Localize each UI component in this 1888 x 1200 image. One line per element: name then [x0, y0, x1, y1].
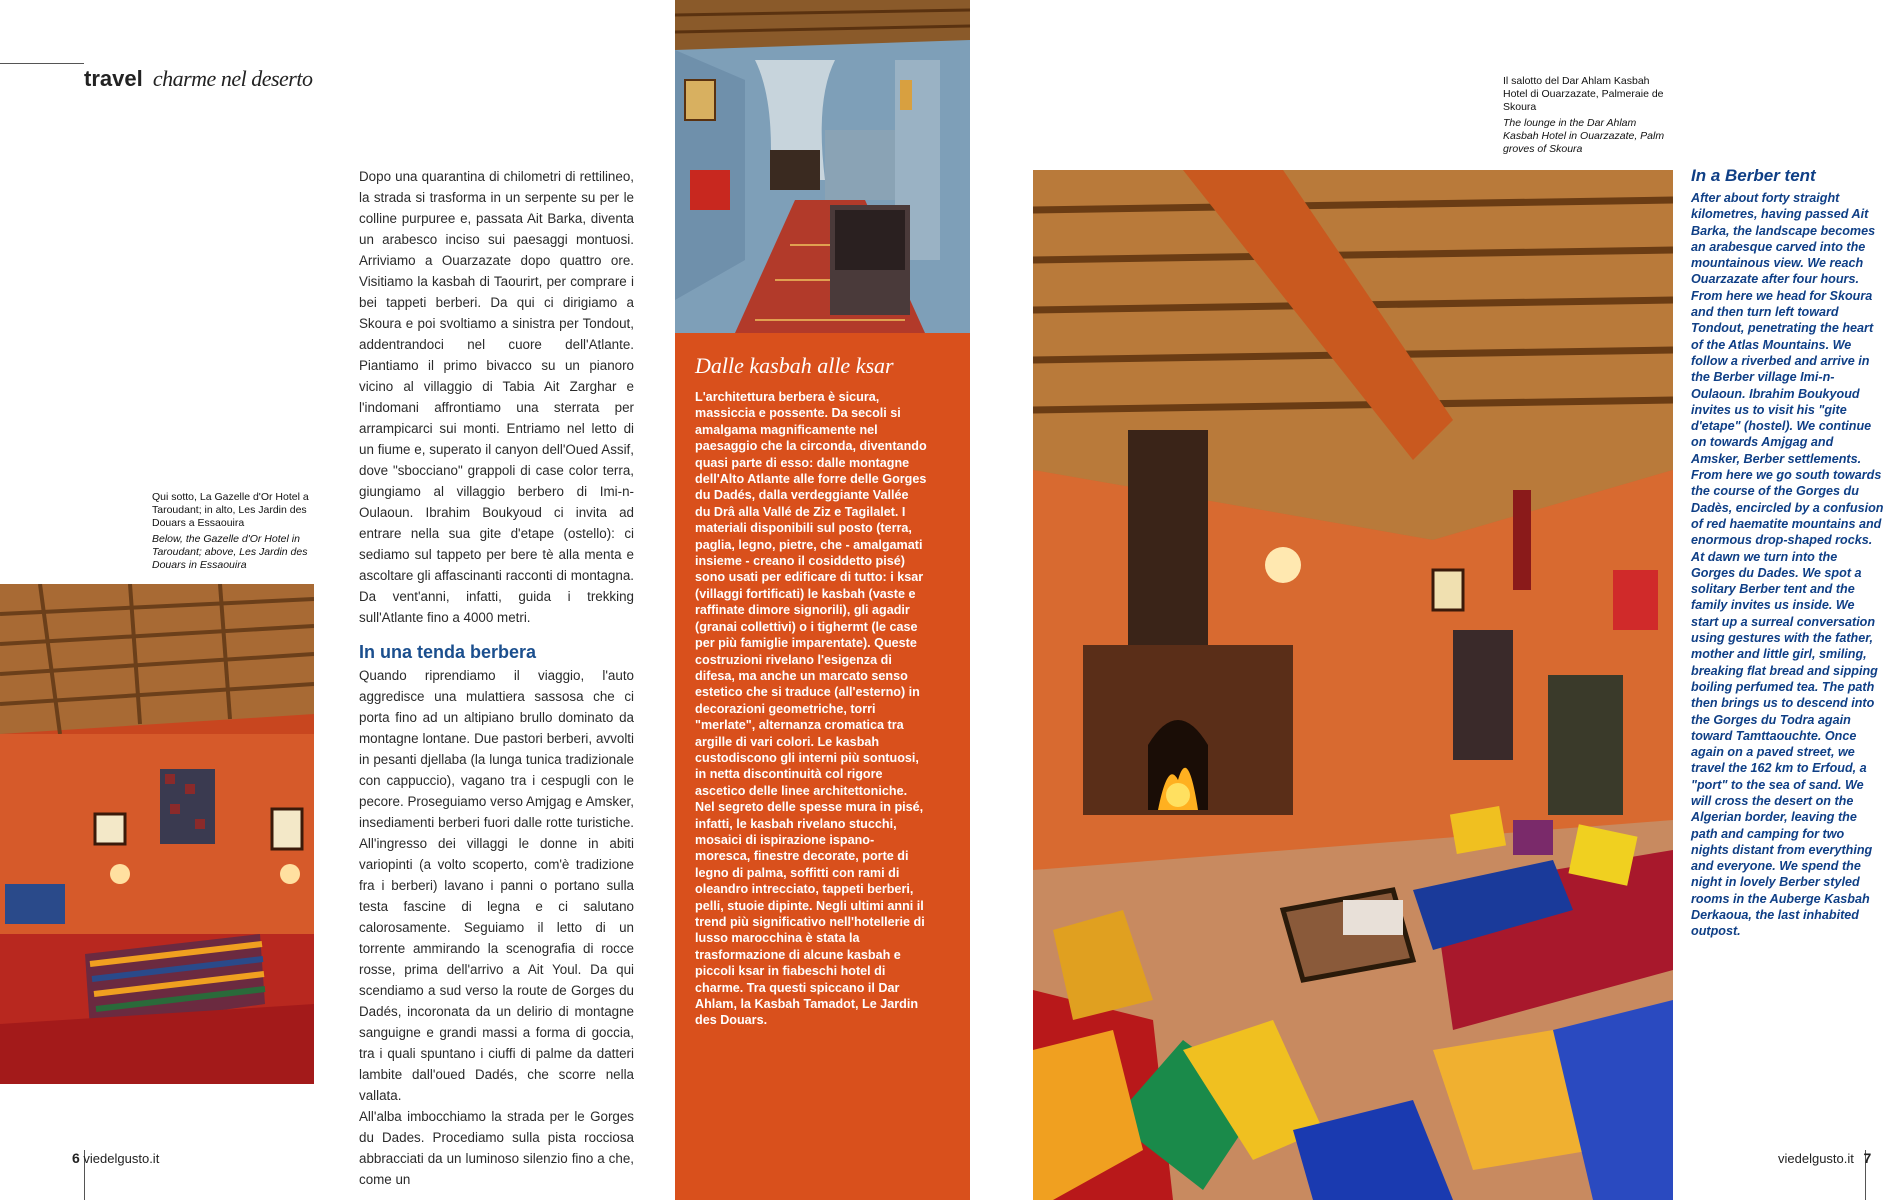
section-keyword: travel — [84, 66, 143, 91]
bedroom-photo — [0, 584, 314, 1084]
right-page-number: 7 — [1863, 1150, 1872, 1166]
main-text-column — [359, 166, 634, 1190]
main-paragraph-2: Quando riprendiamo il viaggio, l'auto aggredisce una mulattiera sassosa che ci porta fino ad un altipiano brullo dominato da montagne lontane. Due pastori berberi, avvolti in pesanti djellaba (la lunga tunica tradizionale con cappuccio), vagano tra i cespugli con le pecore. Proseguiamo verso Amjgag e Amsker, insediamenti berberi fuori dalle rotte turistiche. All'ingresso dei villaggi le donne in abiti variopinti (a volto scoperto, com'è tradizione fra i berberi) lavano i panni o portano sulla testa fascine di legna e ci salutano calorosamente. Seguiamo il letto di un torrente ammirando la scenografia di rocce rosse, prima dell'arrivo a Ait Youl. Da qui scendiamo a sud verso la route de Gorges du Dadés, incoronata da un delirio di montagne sanguigne e grandi massi a forma di goccia, tra i quali spuntano i ciuffi di palme da datteri lambite dall'oued Dadés, che scorre nella vallata. — [359, 668, 634, 1103]
right-photo-caption — [1503, 75, 1668, 156]
left-caption-english: Below, the Gazelle d'Or Hotel in Taroudant; above, Les Jardin des Douars in Essaouira — [152, 533, 308, 571]
left-photo-caption — [152, 491, 317, 572]
sidebar-title: Dalle kasbah alle ksar — [695, 353, 894, 378]
section-header — [84, 66, 312, 92]
section-subtitle: charme nel deserto — [152, 66, 313, 91]
left-site-name: viedelgusto.it — [83, 1151, 160, 1166]
right-caption-italian: Il salotto del Dar Ahlam Kasbah Hotel di Ouarzazate, Palmeraie de Skoura — [1503, 75, 1664, 113]
english-title: In a Berber tent — [1691, 166, 1816, 185]
corridor-photo — [675, 0, 970, 333]
lounge-photo — [1033, 170, 1673, 1200]
english-body: After about forty straight kilometres, having passed Ait Barka, the landscape becomes an arabesque carved into the mountainous view. We reach Ouarzazate after four hours. From here we head for Skoura and then turn left toward Tondout, penetrating the heart of the Atlas Mountains. We follow a riverbed and arrive in the Berber village Imi-n-Oulaoun. Ibrahim Boukyoud invites us to visit his "gite d'etape" (hostel). We continue on towards Amjgag and Amsker, Berber settlements. From here we go south towards the course of the Gorges du Dadès, encircled by a confusion of red haematite mountains and enormous drop-shaped rocks. At dawn we turn into the Gorges du Dades. We spot a solitary Berber tent and the family invites us inside. We start up a surreal conversation using gestures with the father, mother and little girl, smiling, breaking flat bread and sipping boiling perfumed tea. The path then brings us to descend into the Gorges du Todra again toward Tamttaouchte. Once again on a paved street, we travel the 162 km to Erfoud, a "port" to the sea of sand. We will cross the desert on the Algerian border, leaving the path and camping for two nights distant from everything and everyone. We spend the night in lovely Berber styled rooms in the Auberge Kasbah Derkaoua, the last inhabited outpost. — [1691, 191, 1884, 939]
left-page-number: 6 — [72, 1150, 80, 1166]
right-caption-english: The lounge in the Dar Ahlam Kasbah Hotel in Ouarzazate, Palm groves of Skoura — [1503, 117, 1665, 155]
main-subhead: In una tenda berbera — [359, 642, 537, 662]
folio-right — [1778, 1150, 1871, 1166]
header-rule — [0, 63, 84, 64]
folio-left — [72, 1150, 159, 1166]
main-paragraph-1: Dopo una quarantina di chilometri di rettilineo, la strada si trasforma in un serpente su per le colline purpuree e, passata Ait Barka, diventa un arabesco inciso sui paesaggi montuosi. Arriviamo a Ouarzazate dopo quattro ore. Visitiamo la kasbah di Taourirt, per comprare i bei tappeti berberi. Da qui ci dirigiamo a Skoura e poi svoltiamo a sinistra per Tondout, addentrandoci nel cuore dell'Atlante. Piantiamo il primo bivacco su un pianoro vicino al villaggio di Tabia Ait Zarghar e l'indomani affrontiamo una sterrata per arrampicarci sui monti. Entriamo nel letto di un fiume e, superato il canyon dell'Oued Assif, dove "sbocciano" grappoli di case color terra, giungiamo al villaggio berbero di Imi-n-Oulaoun. Ibrahim Boukyoud ci invita ad entrare nella sua gite d'etape (ostello): ci sediamo sul tappeto per bere tè alla menta e ascoltare gli affascinanti racconti di montagna. Da vent'anni, infatti, guida i trekking sull'Atlante fino a 4000 metri. — [359, 169, 634, 625]
english-column — [1691, 166, 1884, 940]
sidebar-box — [675, 333, 970, 1200]
left-caption-italian: Qui sotto, La Gazelle d'Or Hotel a Taroudant; in alto, Les Jardin des Douars a Essaouira — [152, 491, 309, 529]
right-site-name: viedelgusto.it — [1778, 1151, 1854, 1166]
main-paragraph-3: All'alba imbocchiamo la strada per le Gorges du Dades. Procediamo sulla pista rocciosa abbracciati da un luminoso silenzio fino a che, come un — [359, 1109, 634, 1187]
sidebar-text: L'architettura berbera è sicura, massiccia e possente. Da secoli si amalgama magnificamente nel paesaggio che la circonda, diventando quasi parte di esso: dalle montagne dell'Alto Atlante alle forre delle Gorges du Dadés, dalla verdeggiante Vallée du Drâ alla Vallé de Ziz e Tagilalet. I materiali disponibili sul posto (terra, paglia, legno, pietre, che - amalgamati insieme - creano il cosiddetto pisé) sono usati per edificare di tutto: i ksar (villaggi fortificati) le kasbah (vaste e raffinate dimore signorili), gli agadir (granai collettivi) o i tighermt (le case per più famiglie imparentate). Queste costruzioni rivelano l'esigenza di difesa, ma anche un marcato senso estetico che si traduce (all'esterno) in decorazioni geometriche, torri "merlate", alternanza cromatica tra argille di vari colori. Le kasbah custodiscono gli interni più sontuosi, in netta discontinuità col rigore ascetico delle linee architettoniche. Nel segreto delle spesse mura in pisé, infatti, le kasbah rivelano stucchi, mosaici di ispirazione ispano-moresca, finestre decorate, porte di legno di palma, soffitti con rami di oleandro intrecciato, tappeti berberi, pelli, stuoie dipinte. Negli ultimi anni il trend più significativo nell'hotellerie di lusso marocchina è stata la trasformazione di alcune kasbah e piccoli ksar in fiabeschi hotel di charme. Tra questi spiccano il Dar Ahlam, la Kasbah Tamadot, Le Jardin des Douars. — [695, 390, 927, 1028]
